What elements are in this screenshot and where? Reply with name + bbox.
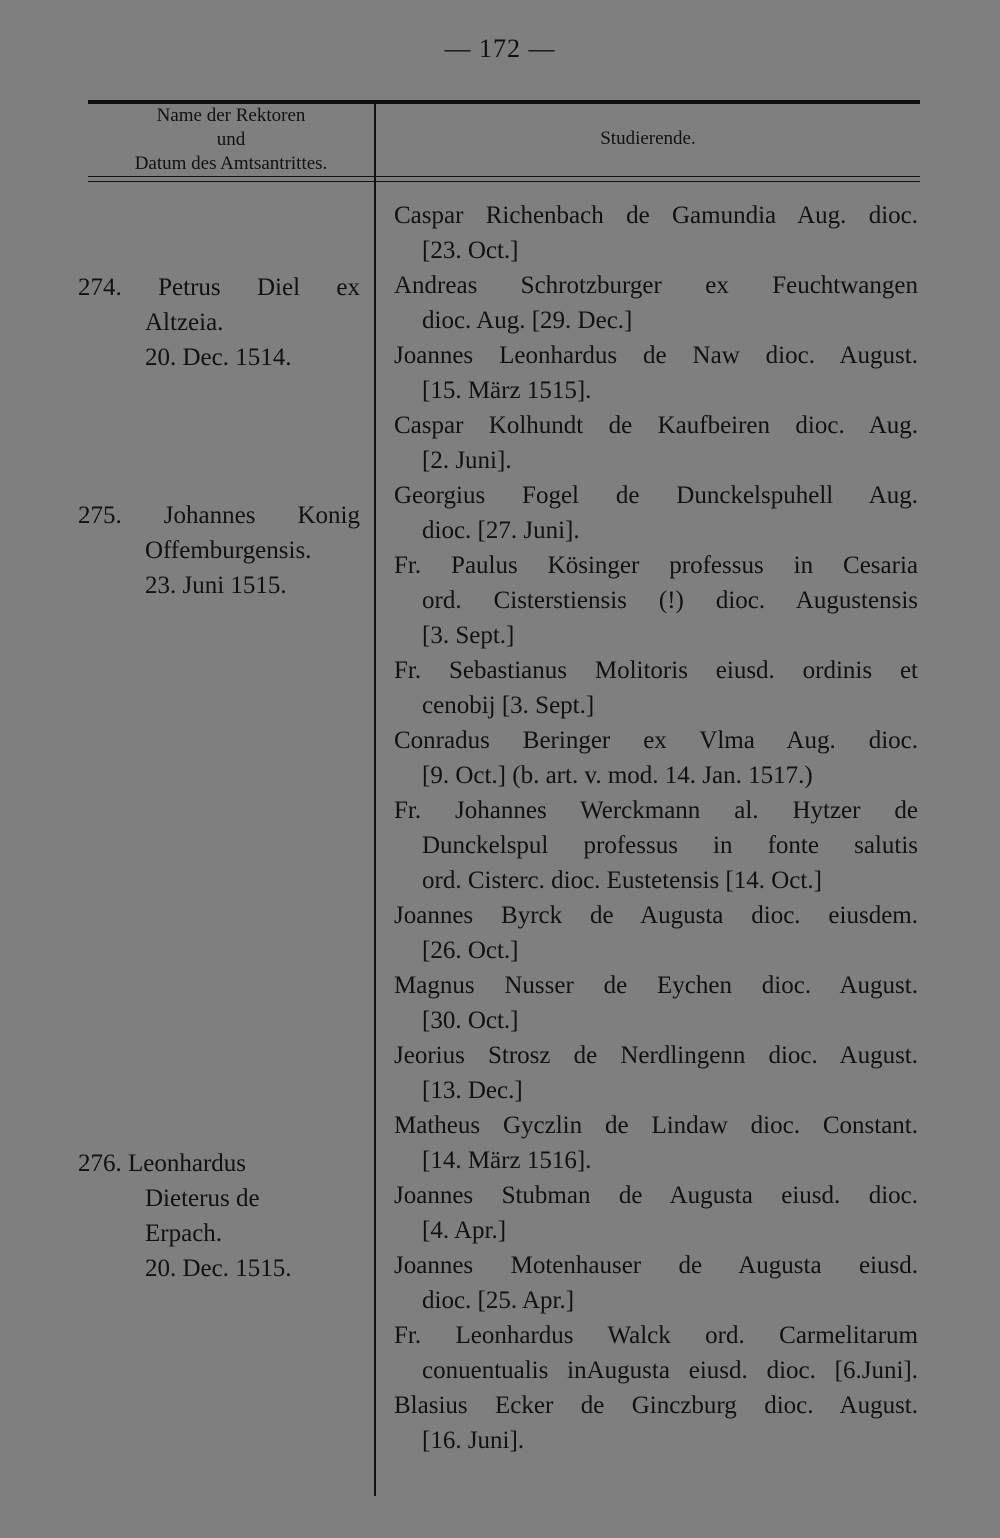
student-line: Joannes Byrck de Augusta dioc. eiusdem. bbox=[394, 902, 918, 929]
rector-line: 276. Leonhardus bbox=[78, 1150, 247, 1177]
student-entry bbox=[394, 723, 918, 793]
student-line: Magnus Nusser de Eychen dioc. August. bbox=[394, 972, 918, 999]
student-line: Georgius Fogel de Dunckelspuhell Aug. bbox=[394, 482, 918, 509]
student-line: Fr. Leonhardus Walck ord. Carmelitarum bbox=[394, 1322, 918, 1349]
student-line: [23. Oct.] bbox=[422, 237, 519, 264]
student-line: dioc. Aug. [29. Dec.] bbox=[422, 307, 633, 334]
student-entry bbox=[394, 478, 918, 548]
students-list bbox=[394, 198, 918, 1458]
student-entry bbox=[394, 1388, 918, 1458]
student-line: ord. Cisterc. dioc. Eustetensis [14. Oct.] bbox=[422, 867, 822, 894]
header-rectors-line: Name der Rektoren bbox=[156, 105, 306, 126]
rector-line: Offemburgensis. bbox=[145, 537, 312, 564]
rector-line: 20. Dec. 1514. bbox=[145, 344, 292, 371]
rector-line: Altzeia. bbox=[145, 309, 224, 336]
student-line: [16. Juni]. bbox=[422, 1427, 525, 1454]
page-number: — 172 — bbox=[444, 34, 556, 63]
rector-line: 275. Johannes Konig bbox=[78, 502, 360, 529]
student-line: Matheus Gyczlin de Lindaw dioc. Constant. bbox=[394, 1112, 918, 1139]
rector-line: 23. Juni 1515. bbox=[145, 572, 287, 599]
rector-274 bbox=[78, 270, 360, 375]
student-line: dioc. [25. Apr.] bbox=[422, 1287, 575, 1314]
header-rule-double bbox=[88, 181, 920, 182]
student-entry bbox=[394, 653, 918, 723]
header-rectors-line: Datum des Amtsantrittes. bbox=[134, 153, 328, 174]
rector-276 bbox=[78, 1146, 360, 1286]
student-entry bbox=[394, 268, 918, 338]
student-line: dioc. [27. Juni]. bbox=[422, 517, 580, 544]
student-line: Jeorius Strosz de Nerdlingenn dioc. August. bbox=[394, 1042, 918, 1069]
student-entry bbox=[394, 1108, 918, 1178]
student-line: [9. Oct.] (b. art. v. mod. 14. Jan. 1517.) bbox=[422, 762, 813, 789]
student-entry bbox=[394, 1178, 918, 1248]
student-line: [26. Oct.] bbox=[422, 937, 519, 964]
student-line: [14. März 1516]. bbox=[422, 1147, 592, 1174]
student-line: conuentualis inAugusta eiusd. dioc. [6.Juni]. bbox=[422, 1357, 918, 1384]
student-line: Fr. Johannes Werckmann al. Hytzer de bbox=[394, 797, 918, 824]
column-divider bbox=[374, 104, 376, 1496]
student-line: [15. März 1515]. bbox=[422, 377, 592, 404]
rector-line: 20. Dec. 1515. bbox=[145, 1255, 292, 1282]
student-entry bbox=[394, 198, 918, 268]
student-line: Dunckelspul professus in fonte salutis bbox=[422, 832, 918, 859]
student-line: cenobij [3. Sept.] bbox=[422, 692, 595, 719]
student-entry bbox=[394, 338, 918, 408]
student-line: Caspar Richenbach de Gamundia Aug. dioc. bbox=[394, 202, 918, 229]
student-line: Fr. Sebastianus Molitoris eiusd. ordinis et bbox=[394, 657, 918, 684]
student-line: Blasius Ecker de Ginczburg dioc. August. bbox=[394, 1392, 918, 1419]
student-line: [3. Sept.] bbox=[422, 622, 515, 649]
student-line: [4. Apr.] bbox=[422, 1217, 507, 1244]
rector-line: Erpach. bbox=[145, 1220, 223, 1247]
student-entry bbox=[394, 968, 918, 1038]
student-entry bbox=[394, 408, 918, 478]
student-line: Joannes Stubman de Augusta eiusd. dioc. bbox=[394, 1182, 918, 1209]
student-line: Conradus Beringer ex Vlma Aug. dioc. bbox=[394, 727, 918, 754]
rector-line: Dieterus de bbox=[145, 1185, 260, 1212]
student-entry bbox=[394, 548, 918, 653]
student-line: ord. Cisterstiensis (!) dioc. Augustensis bbox=[422, 587, 918, 614]
header-students: Studierende. bbox=[600, 128, 696, 149]
student-line: Joannes Motenhauser de Augusta eiusd. bbox=[394, 1252, 918, 1279]
rector-275 bbox=[78, 498, 360, 603]
student-line: [2. Juni]. bbox=[422, 447, 512, 474]
student-line: Fr. Paulus Kösinger professus in Cesaria bbox=[394, 552, 918, 579]
student-entry bbox=[394, 898, 918, 968]
student-entry bbox=[394, 1318, 918, 1388]
student-entry bbox=[394, 793, 918, 898]
header-rule bbox=[88, 176, 920, 177]
student-line: Caspar Kolhundt de Kaufbeiren dioc. Aug. bbox=[394, 412, 918, 439]
student-line: [13. Dec.] bbox=[422, 1077, 523, 1104]
student-line: Andreas Schrotzburger ex Feuchtwangen bbox=[394, 272, 918, 299]
student-line: [30. Oct.] bbox=[422, 1007, 519, 1034]
student-entry bbox=[394, 1248, 918, 1318]
header-rectors bbox=[88, 104, 374, 176]
rector-line: 274. Petrus Diel ex bbox=[78, 274, 360, 301]
student-line: Joannes Leonhardus de Naw dioc. August. bbox=[394, 342, 918, 369]
student-entry bbox=[394, 1038, 918, 1108]
header-rectors-line: und bbox=[216, 129, 246, 150]
